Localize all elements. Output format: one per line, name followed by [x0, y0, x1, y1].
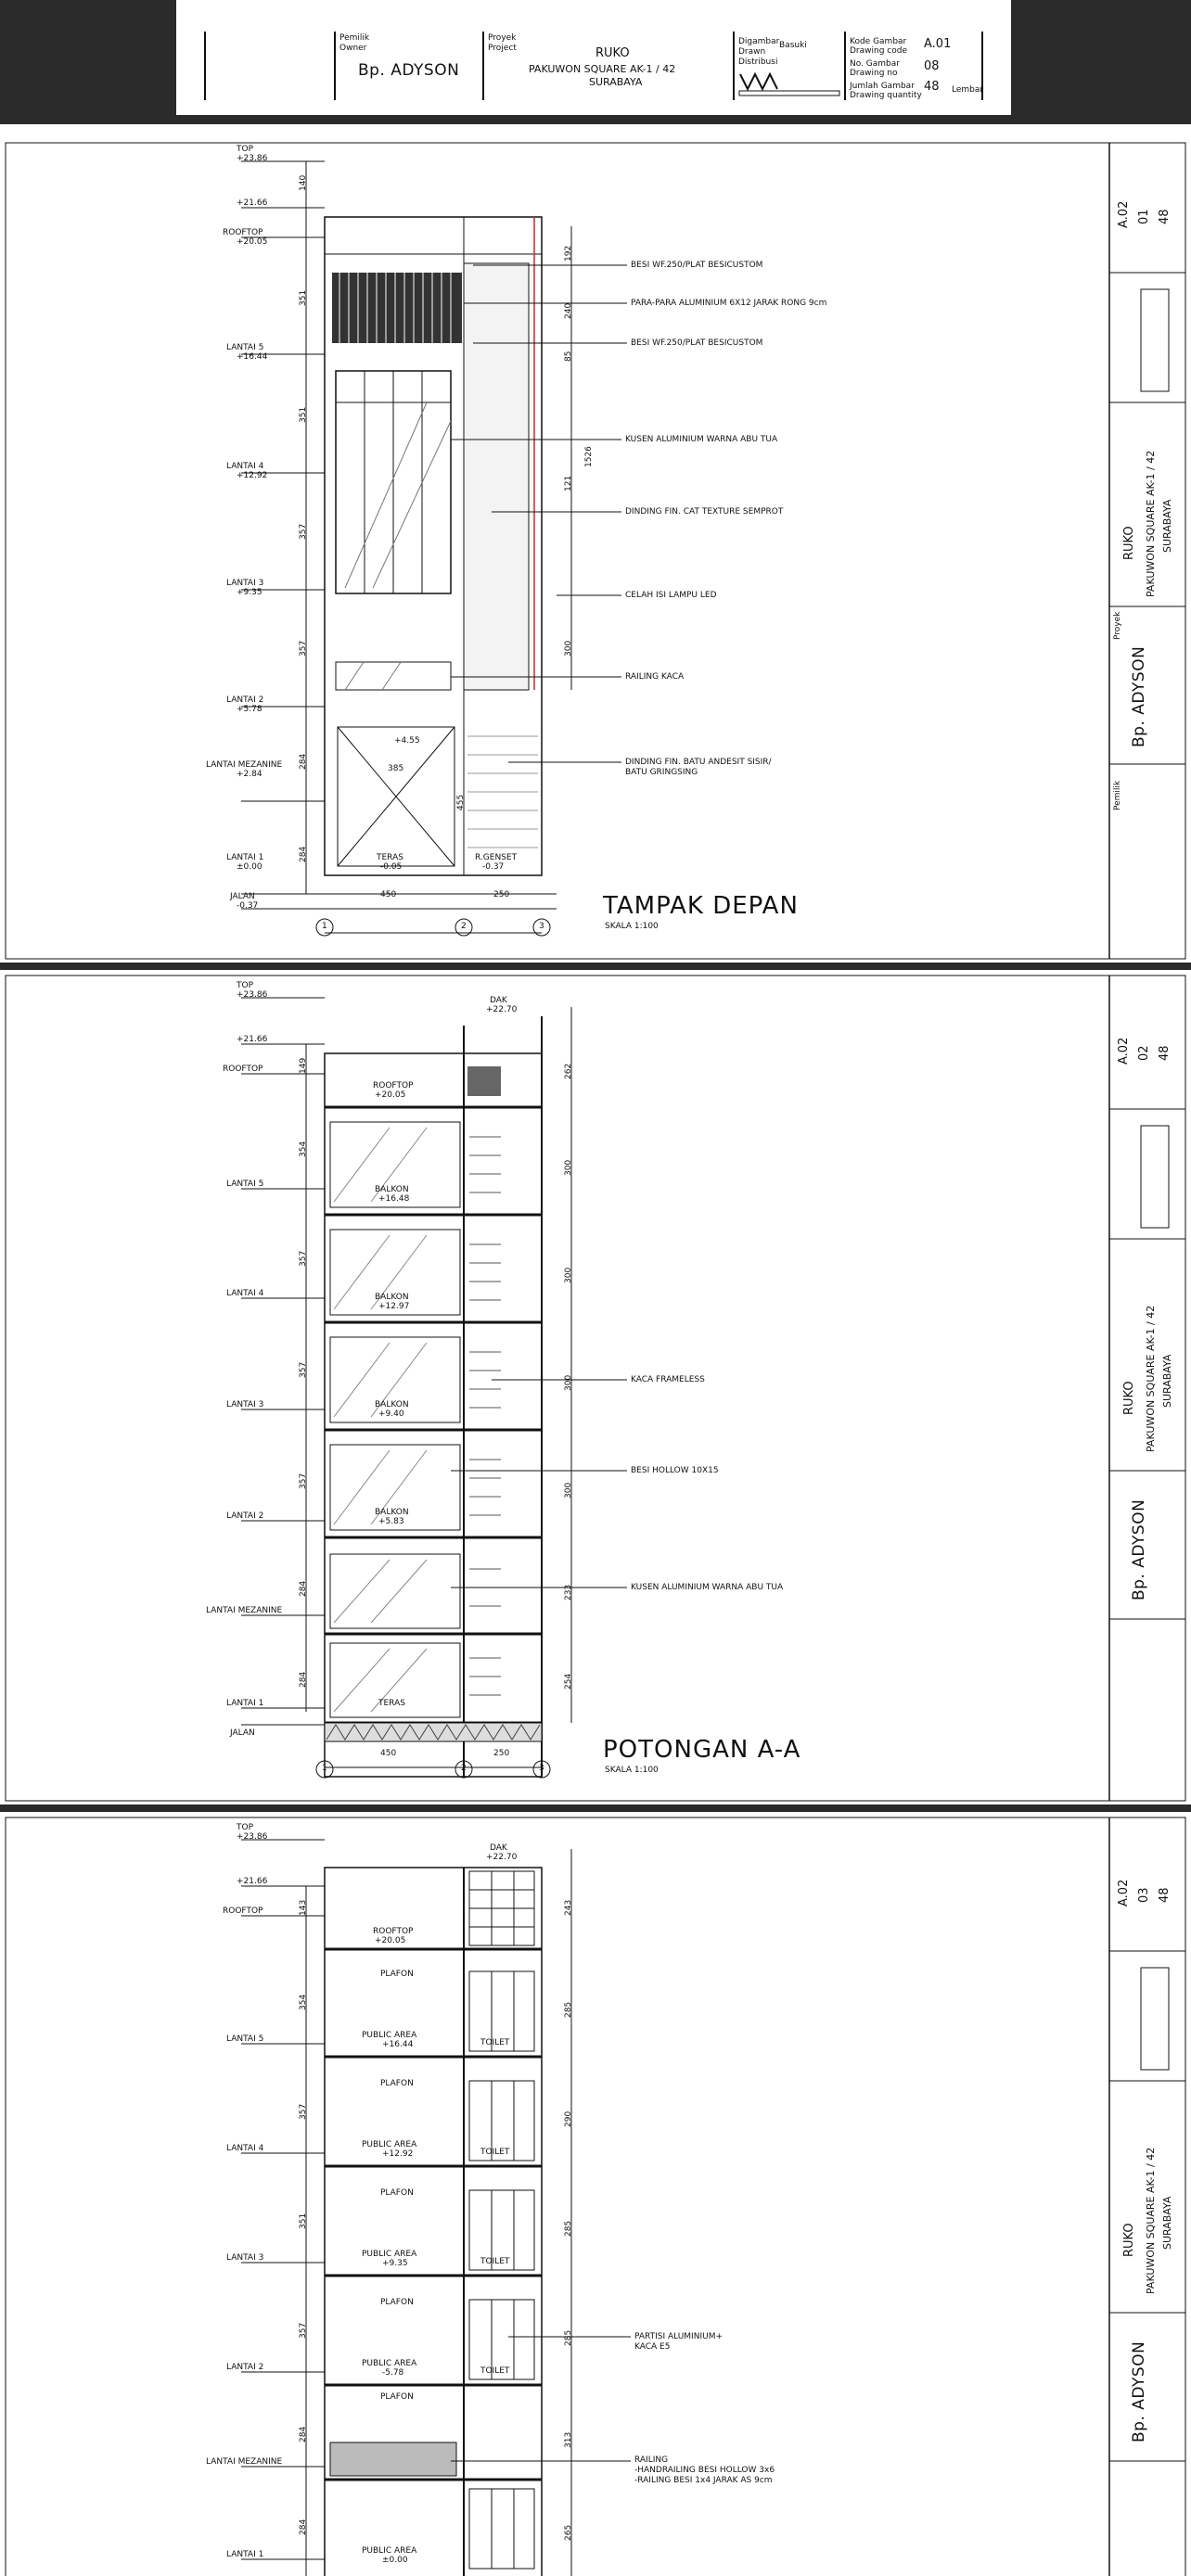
grid-axis-2: 2	[461, 1764, 467, 1773]
drawing-no-label: No. Gambar	[850, 59, 900, 69]
public-area-el: +16.44	[382, 2040, 414, 2049]
dim-left: 284	[299, 2519, 308, 2535]
sheet-section-b	[0, 1812, 1191, 2576]
strip-no: 02	[1137, 1045, 1151, 1061]
grid-axis-3: 3	[539, 922, 544, 931]
dim-left: 351	[299, 2213, 308, 2229]
dim-right: 192	[564, 245, 573, 261]
distrib-label: Distribusi	[738, 57, 778, 67]
dim-right: 243	[564, 1899, 573, 1916]
teras-label: TERAS	[377, 853, 403, 862]
owner-name: Bp. ADYSON	[358, 61, 460, 80]
balkon-label: BALKON	[375, 1508, 409, 1517]
dim-right: 313	[564, 2431, 573, 2448]
plafon-label: PLAFON	[380, 2188, 414, 2198]
plafon-label: PLAFON	[380, 2079, 414, 2088]
strip-project: RUKO	[1122, 2223, 1136, 2257]
public-area-el: ±0.00	[382, 2556, 408, 2565]
dim-right: 121	[564, 475, 573, 491]
note: KACA FRAMELESS	[631, 1375, 705, 1384]
top-title-block	[176, 0, 1011, 115]
divider	[482, 32, 484, 100]
front-elevation-drawing	[0, 124, 1191, 963]
level-2166: +21.66	[237, 1035, 268, 1044]
toilet-label: TOILET	[480, 2366, 510, 2376]
level-lantai5: LANTAI 5	[226, 2034, 264, 2044]
level-lantai3: LANTAI 3	[226, 579, 264, 588]
strip-qty: 48	[1158, 209, 1172, 224]
strip-owner: Bp. ADYSON	[1130, 2340, 1148, 2442]
strip-address: PAKUWON SQUARE AK-1 / 42	[1145, 450, 1157, 597]
grid-axis-3: 3	[539, 1764, 544, 1773]
plafon-label: PLAFON	[380, 2298, 414, 2307]
grid-axis-1: 1	[322, 922, 327, 931]
level-rooftop: ROOFTOP	[223, 1906, 263, 1916]
dim-left: 357	[299, 523, 308, 540]
strip-code: A.02	[1117, 200, 1131, 228]
public-area: PUBLIC AREA	[362, 2359, 417, 2368]
span-2-3: 250	[493, 1749, 510, 1758]
span-1-2: 450	[380, 1749, 397, 1758]
dim-left: 357	[299, 1473, 308, 1489]
level-lantai2: LANTAI 2	[226, 2363, 264, 2372]
drawn-label-en: Drawn	[738, 47, 766, 57]
mezz-void-el: +4.55	[394, 736, 420, 746]
public-area-el: -5.78	[382, 2368, 404, 2378]
note: -HANDRAILING BESI HOLLOW 3x6	[634, 2466, 775, 2475]
rooftop-room-el: +20.05	[375, 1936, 406, 1945]
dak-el: +22.70	[486, 1005, 518, 1014]
level-rooftop-el: +20.05	[237, 237, 268, 247]
level-top-el: +23.86	[237, 990, 268, 1000]
level-lantai1: LANTAI 1	[226, 853, 264, 862]
level-lantai1-el: ±0.00	[237, 862, 263, 872]
drawn-value: Basuki	[779, 41, 807, 50]
sheet-front-elevation	[0, 124, 1191, 963]
level-mezanine: LANTAI MEZANINE	[206, 2457, 283, 2467]
dim-left: 284	[299, 753, 308, 770]
level-lantai4: LANTAI 4	[226, 1289, 264, 1298]
plafon-label: PLAFON	[380, 1970, 414, 1979]
level-lantai2: LANTAI 2	[226, 1511, 264, 1521]
dim-right: 240	[564, 302, 573, 319]
dim-455: 455	[456, 794, 466, 810]
dim-right: 300	[564, 1159, 573, 1176]
level-lantai1: LANTAI 1	[226, 1699, 264, 1708]
level-lantai4: LANTAI 4	[226, 462, 264, 471]
note: KACA E5	[634, 2342, 671, 2352]
strip-no: 01	[1137, 209, 1151, 224]
dim-right: 300	[564, 1374, 573, 1391]
balkon-label: BALKON	[375, 1185, 409, 1194]
project-name: RUKO	[596, 46, 630, 60]
drawing-code-en: Drawing code	[850, 46, 907, 56]
strip-project-label: Proyek	[1113, 611, 1122, 640]
rooftop-room: ROOFTOP	[373, 1927, 414, 1936]
public-area: PUBLIC AREA	[362, 2031, 417, 2040]
level-top-el: +23.86	[237, 154, 268, 163]
level-lantai3: LANTAI 3	[226, 1400, 264, 1409]
dim-right: 265	[564, 2524, 573, 2541]
public-area-el: +12.92	[382, 2149, 414, 2159]
level-lantai5: LANTAI 5	[226, 1180, 264, 1189]
strip-code: A.02	[1117, 1037, 1131, 1065]
strip-owner: Bp. ADYSON	[1130, 645, 1148, 747]
strip-code: A.02	[1117, 1879, 1131, 1906]
balkon-el: +5.83	[378, 1517, 404, 1526]
level-top: TOP	[237, 981, 254, 990]
level-jalan: JALAN	[230, 892, 255, 901]
balkon-el: +16.48	[378, 1194, 410, 1204]
level-top: TOP	[237, 145, 254, 154]
level-jalan-el: -0.37	[237, 901, 259, 911]
drawing-title: POTONGAN A-A	[603, 1736, 801, 1764]
dim-left: 357	[299, 1250, 308, 1267]
level-lantai3: LANTAI 3	[226, 2253, 264, 2263]
section-aa-drawing	[0, 970, 1191, 1804]
level-mezanine-el: +2.84	[237, 770, 263, 779]
level-jalan: JALAN	[230, 1728, 255, 1738]
genset-label: R.GENSET	[475, 853, 518, 862]
toilet-label: TOILET	[480, 2257, 510, 2266]
strip-no: 03	[1137, 1887, 1151, 1903]
owner-label-en: Owner	[339, 44, 367, 53]
dim-right: 262	[564, 1063, 573, 1079]
drawing-no-value: 08	[924, 59, 940, 73]
note: KUSEN ALUMINIUM WARNA ABU TUA	[631, 1583, 784, 1592]
level-lantai2-el: +5.78	[237, 705, 263, 714]
dim-right: 285	[564, 2329, 573, 2346]
strip-qty: 48	[1158, 1045, 1172, 1061]
note: DINDING FIN. BATU ANDESIT SISIR/	[625, 758, 772, 767]
drawn-label: Digambar	[738, 37, 780, 46]
note: PARA-PARA ALUMINIUM 6X12 JARAK RONG 9cm	[631, 299, 827, 308]
level-lantai2: LANTAI 2	[226, 695, 264, 705]
public-area: PUBLIC AREA	[362, 2140, 417, 2149]
drawing-no-en: Drawing no	[850, 69, 898, 78]
dim-right: 290	[564, 2111, 573, 2127]
divider	[844, 32, 846, 100]
qty-label: Jumlah Gambar	[850, 82, 915, 91]
qty-en: Drawing quantity	[850, 91, 922, 100]
genset-el: -0.37	[482, 862, 505, 872]
project-city: SURABAYA	[589, 76, 643, 88]
note: BATU GRINGSING	[625, 768, 698, 777]
strip-project: RUKO	[1122, 526, 1136, 560]
note: KUSEN ALUMINIUM WARNA ABU TUA	[625, 435, 778, 444]
level-2166: +21.66	[237, 1877, 268, 1886]
note: BESI WF.250/PLAT BESICUSTOM	[631, 338, 763, 348]
dim-left: 354	[299, 1141, 308, 1157]
divider	[733, 32, 735, 100]
strip-city: SURABAYA	[1161, 499, 1173, 553]
strip-qty: 48	[1158, 1887, 1172, 1903]
public-area: PUBLIC AREA	[362, 2250, 417, 2259]
sheet-section-aa	[0, 970, 1191, 1804]
span-2-3: 250	[493, 890, 510, 899]
dim-left: 357	[299, 1361, 308, 1378]
dim-right: 233	[564, 1584, 573, 1600]
balkon-el: +12.97	[378, 1302, 410, 1311]
level-lantai3-el: +9.35	[237, 588, 263, 597]
note: DINDING FIN. CAT TEXTURE SEMPROT	[625, 507, 784, 516]
strip-owner-label: Pemilik	[1113, 780, 1122, 810]
balkon-label: BALKON	[375, 1293, 409, 1302]
balkon-el: +9.40	[378, 1409, 404, 1419]
dak-el: +22.70	[486, 1853, 518, 1862]
level-mezanine: LANTAI MEZANINE	[206, 760, 283, 770]
dim-right: 300	[564, 1482, 573, 1498]
drawing-code-label: Kode Gambar	[850, 37, 907, 46]
note: RAILING	[634, 2455, 669, 2465]
dim-left: 284	[299, 846, 308, 862]
signature-stamp	[738, 70, 840, 96]
level-lantai5: LANTAI 5	[226, 343, 264, 352]
note: BESI WF.250/PLAT BESICUSTOM	[631, 261, 763, 270]
dim-left: 351	[299, 406, 308, 423]
dim-385: 385	[388, 764, 404, 773]
strip-city: SURABAYA	[1161, 1354, 1173, 1408]
grid-axis-1: 1	[322, 1764, 327, 1773]
owner-label: Pemilik	[339, 33, 370, 43]
project-label-en: Project	[488, 44, 517, 53]
level-2166: +21.66	[237, 198, 268, 208]
level-lantai4: LANTAI 4	[226, 2144, 264, 2153]
span-1-2: 450	[380, 890, 397, 899]
strip-city: SURABAYA	[1161, 2196, 1173, 2250]
dak-label: DAK	[490, 996, 507, 1005]
strip-owner: Bp. ADYSON	[1130, 1498, 1148, 1600]
dim-left: 357	[299, 2322, 308, 2339]
project-address: PAKUWON SQUARE AK-1 / 42	[529, 63, 676, 75]
note: CELAH ISI LAMPU LED	[625, 591, 717, 600]
level-rooftop: ROOFTOP	[223, 228, 263, 237]
qty-value: 48	[924, 80, 940, 94]
note: PARTISI ALUMINIUM+	[634, 2332, 723, 2341]
public-area-el: +9.35	[382, 2259, 408, 2268]
dim-right: 300	[564, 1267, 573, 1283]
note: -RAILING BESI 1x4 JARAK AS 9cm	[634, 2476, 773, 2485]
dim-left: 284	[299, 2426, 308, 2442]
dim-left: 149	[299, 1057, 308, 1074]
drawing-code-value: A.01	[924, 37, 952, 51]
note: BESI HOLLOW 10X15	[631, 1466, 719, 1475]
level-top: TOP	[237, 1823, 254, 1832]
project-label: Proyek	[488, 33, 517, 43]
level-lantai4-el: +12.92	[237, 471, 268, 480]
teras-label: TERAS	[378, 1699, 405, 1708]
dim-right: 285	[564, 2220, 573, 2237]
dim-left: 143	[299, 1899, 308, 1916]
dim-left: 354	[299, 1994, 308, 2010]
note: RAILING KACA	[625, 672, 685, 682]
drawing-scale: SKALA 1:100	[605, 922, 659, 931]
dim-right: 1526	[584, 446, 594, 467]
dim-right: 300	[564, 640, 573, 657]
level-lantai1: LANTAI 1	[226, 2550, 264, 2559]
toilet-label: TOILET	[480, 2148, 510, 2157]
dim-right: 85	[564, 351, 573, 362]
dim-left: 357	[299, 2103, 308, 2120]
section-b-drawing	[0, 1812, 1191, 2576]
public-area: PUBLIC AREA	[362, 2546, 417, 2556]
dim-left: 284	[299, 1580, 308, 1597]
dim-left: 284	[299, 1671, 308, 1688]
dim-right: 285	[564, 2001, 573, 2018]
dim-left: 351	[299, 289, 308, 306]
level-top-el: +23.86	[237, 1832, 268, 1842]
dim-left: 357	[299, 640, 308, 657]
dim-right: 254	[564, 1673, 573, 1690]
level-rooftop: ROOFTOP	[223, 1065, 263, 1074]
drawing-scale: SKALA 1:100	[605, 1766, 659, 1775]
grid-axis-2: 2	[461, 922, 467, 931]
strip-address: PAKUWON SQUARE AK-1 / 42	[1145, 1305, 1157, 1452]
strip-project: RUKO	[1122, 1381, 1136, 1415]
rooftop-room: ROOFTOP	[373, 1081, 414, 1090]
level-mezanine: LANTAI MEZANINE	[206, 1606, 283, 1615]
plafon-label: PLAFON	[380, 2392, 414, 2402]
balkon-label: BALKON	[375, 1400, 409, 1409]
toilet-label: TOILET	[480, 2038, 510, 2047]
rooftop-room-el: +20.05	[375, 1090, 406, 1100]
level-lantai5-el: +16.44	[237, 352, 268, 362]
drawing-title: TAMPAK DEPAN	[603, 892, 799, 920]
sheet-label: Lembar	[952, 85, 984, 95]
strip-address: PAKUWON SQUARE AK-1 / 42	[1145, 2147, 1157, 2294]
dim-left: 140	[299, 174, 308, 191]
dak-label: DAK	[490, 1843, 507, 1853]
teras-el: -0.05	[380, 862, 403, 872]
divider	[334, 32, 336, 100]
